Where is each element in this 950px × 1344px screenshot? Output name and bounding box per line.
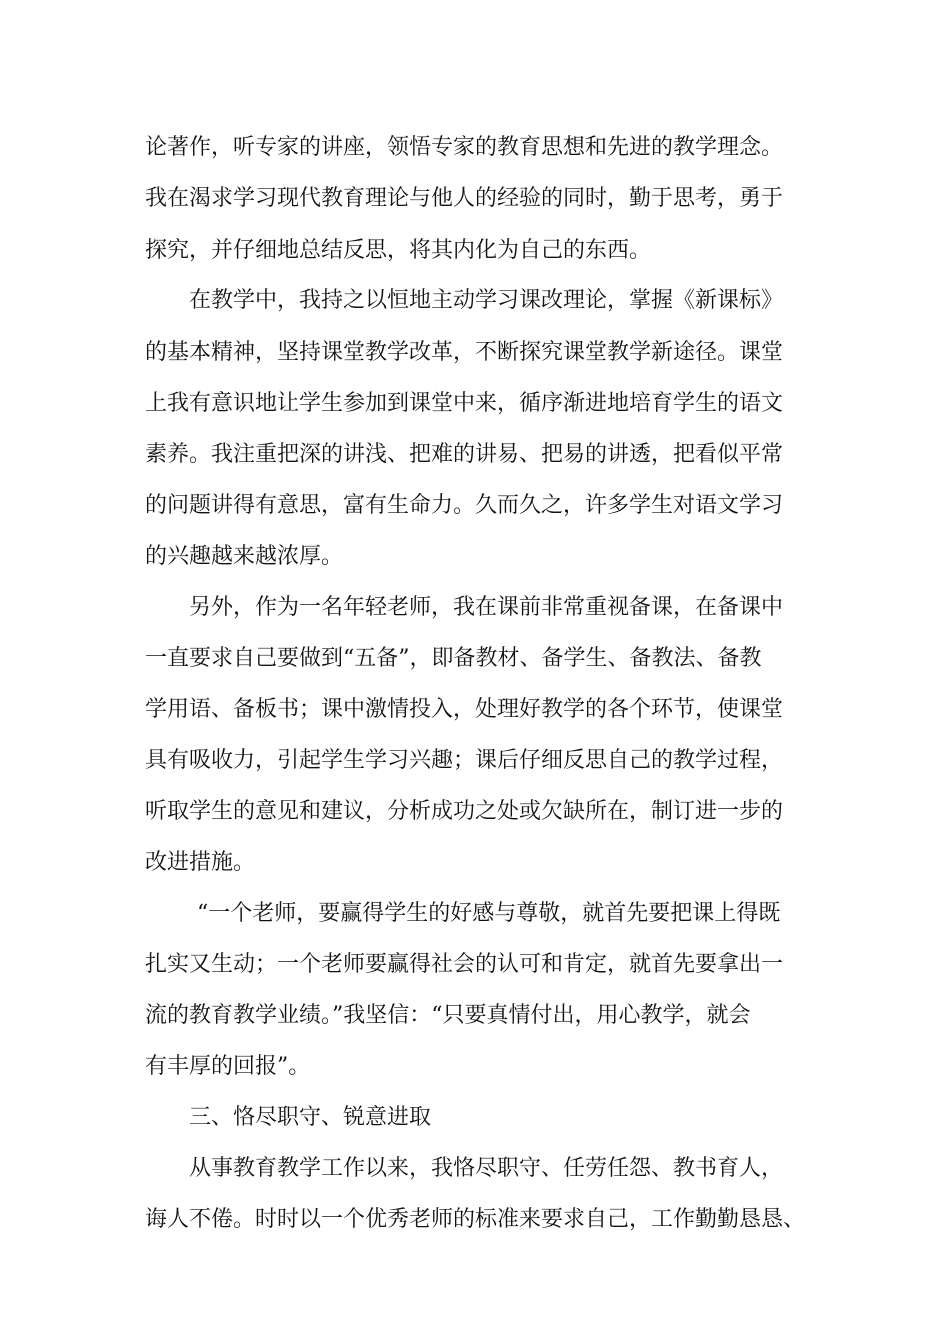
section-heading: 三、恪尽职守、锐意进取 [189,1105,432,1130]
text-line: 的问题讲得有意思，富有生命力。久而久之，许多学生对语文学习 [145,493,784,518]
text-line: 听取学生的意见和建议，分析成功之处或欠缺所在，制订进一步的 [145,799,784,824]
text-line: 上我有意识地让学生参加到课堂中来，循序渐进地培育学生的语文 [145,391,784,416]
text-line: 扎实又生动；一个老师要赢得社会的认可和肯定，就首先要拿出一 [145,952,784,977]
text-line: 的基本精神，坚持课堂教学改革，不断探究课堂教学新途径。课堂 [145,340,784,365]
text-line: 改进措施。 [145,850,256,875]
text-line: 的兴趣越来越浓厚。 [145,544,344,569]
paragraph-first-line: “一个老师，要赢得学生的好感与尊敬，就首先要把课上得既 [197,901,781,926]
paragraph-first-line: 另外，作为一名年轻老师，我在课前非常重视备课，在备课中 [189,595,784,620]
text-line: 学用语、备板书；课中激情投入，处理好教学的各个环节，使课堂 [145,697,784,722]
paragraph-first-line: 在教学中，我持之以恒地主动学习课改理论，掌握《新课标》 [189,288,784,313]
paragraph-first-line: 从事教育教学工作以来，我恪尽职守、任劳任怨、教书育人， [189,1156,784,1181]
text-line: 我在渴求学习现代教育理论与他人的经验的同时，勤于思考，勇于 [145,186,784,211]
text-line: 探究，并仔细地总结反思，将其内化为自己的东西。 [145,238,652,263]
text-line: 有丰厚的回报”。 [145,1054,311,1079]
text-line: 素养。我注重把深的讲浅、把难的讲易、把易的讲透，把看似平常 [145,442,784,467]
text-line: 一直要求自己要做到“五备”，即备教材、备学生、备教法、备教 [145,646,762,671]
text-line: 诲人不倦。时时以一个优秀老师的标准来要求自己，工作勤勤恳恳、 [145,1207,806,1232]
text-line: 流的教育教学业绩。”我坚信：“只要真情付出，用心教学，就会 [145,1003,751,1028]
text-line: 具有吸收力，引起学生学习兴趣；课后仔细反思自己的教学过程， [145,748,784,773]
text-line: 论著作，听专家的讲座，领悟专家的教育思想和先进的教学理念。 [145,135,784,160]
